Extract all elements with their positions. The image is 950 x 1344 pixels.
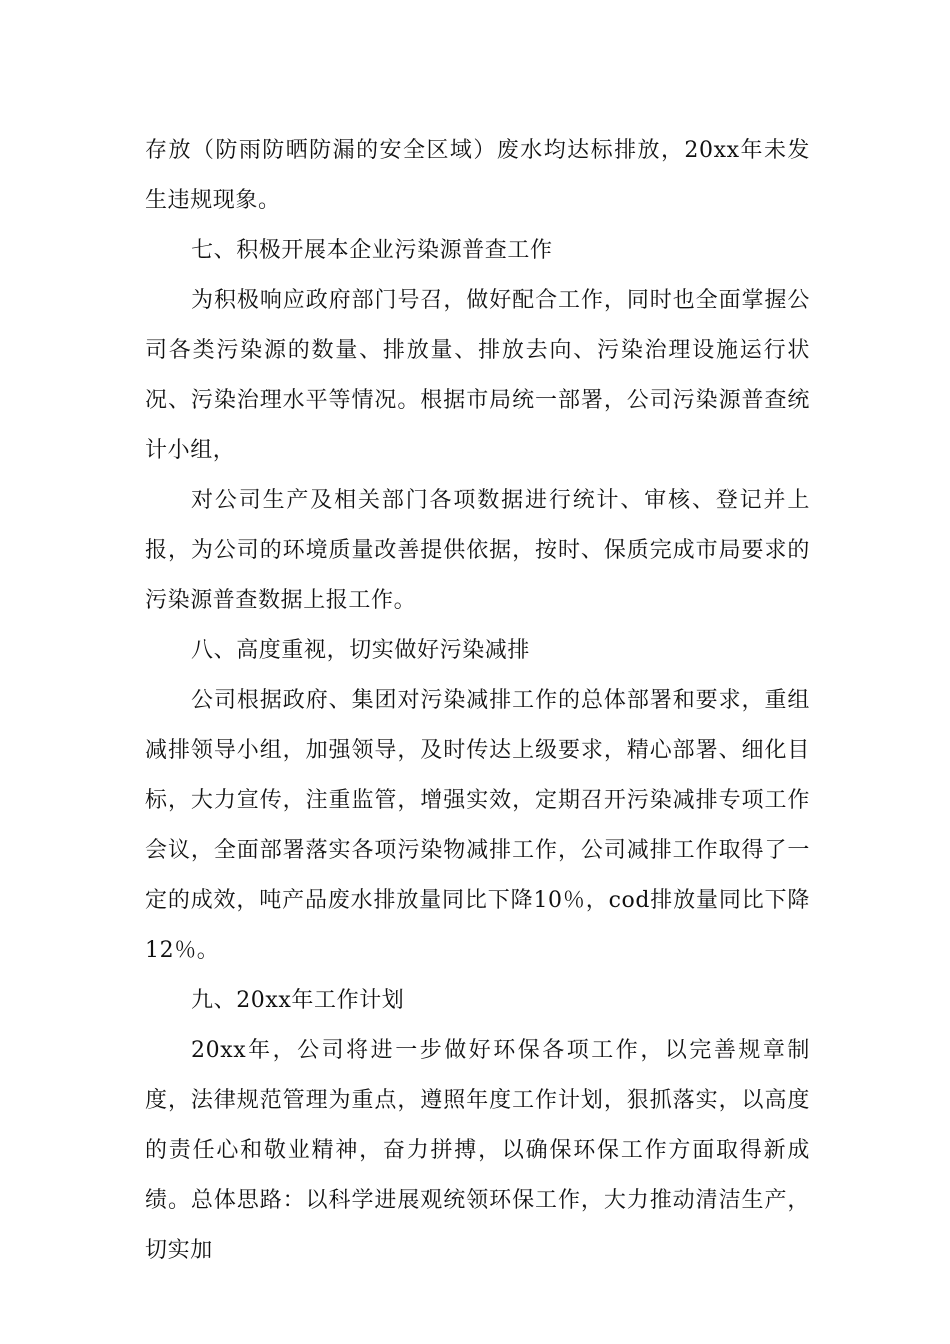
paragraph-continued: 存放（防雨防晒防漏的安全区域）废水均达标排放，20xx年未发生违规现象。 xyxy=(145,138,810,213)
section-heading-7: 七、积极开展本企业污染源普查工作 xyxy=(191,238,553,263)
paragraph: 为积极响应政府部门号召，做好配合工作，同时也全面掌握公司各类污染源的数量、排放量、排放去向、污染治理设施运行状况、污染治理水平等情况。根据市局统一部署，公司污染源普查统计小组， xyxy=(145,288,810,463)
paragraph: 20xx年，公司将进一步做好环保各项工作，以完善规章制度，法律规范管理为重点，遵照年度工作计划，狠抓落实，以高度的责任心和敬业精神，奋力拼搏，以确保环保工作方面取得新成绩。总体思路：以科学进展观统领环保工作，大力推动清洁生产，切实加 xyxy=(145,1038,810,1263)
paragraph: 公司根据政府、集团对污染减排工作的总体部署和要求，重组减排领导小组，加强领导，及时传达上级要求，精心部署、细化目标，大力宣传，注重监管，增强实效，定期召开污染减排专项工作会议，全面部署落实各项污染物减排工作，公司减排工作取得了一定的成效，吨产品废水排放量同比下降10％，cod排放量同比下降12％。 xyxy=(145,688,810,963)
section-heading-9: 九、20xx年工作计划 xyxy=(191,988,405,1013)
paragraph: 对公司生产及相关部门各项数据进行统计、审核、登记并上报，为公司的环境质量改善提供依据，按时、保质完成市局要求的污染源普查数据上报工作。 xyxy=(145,488,810,613)
document-body xyxy=(145,126,810,1276)
section-heading-8: 八、高度重视，切实做好污染减排 xyxy=(191,638,531,663)
